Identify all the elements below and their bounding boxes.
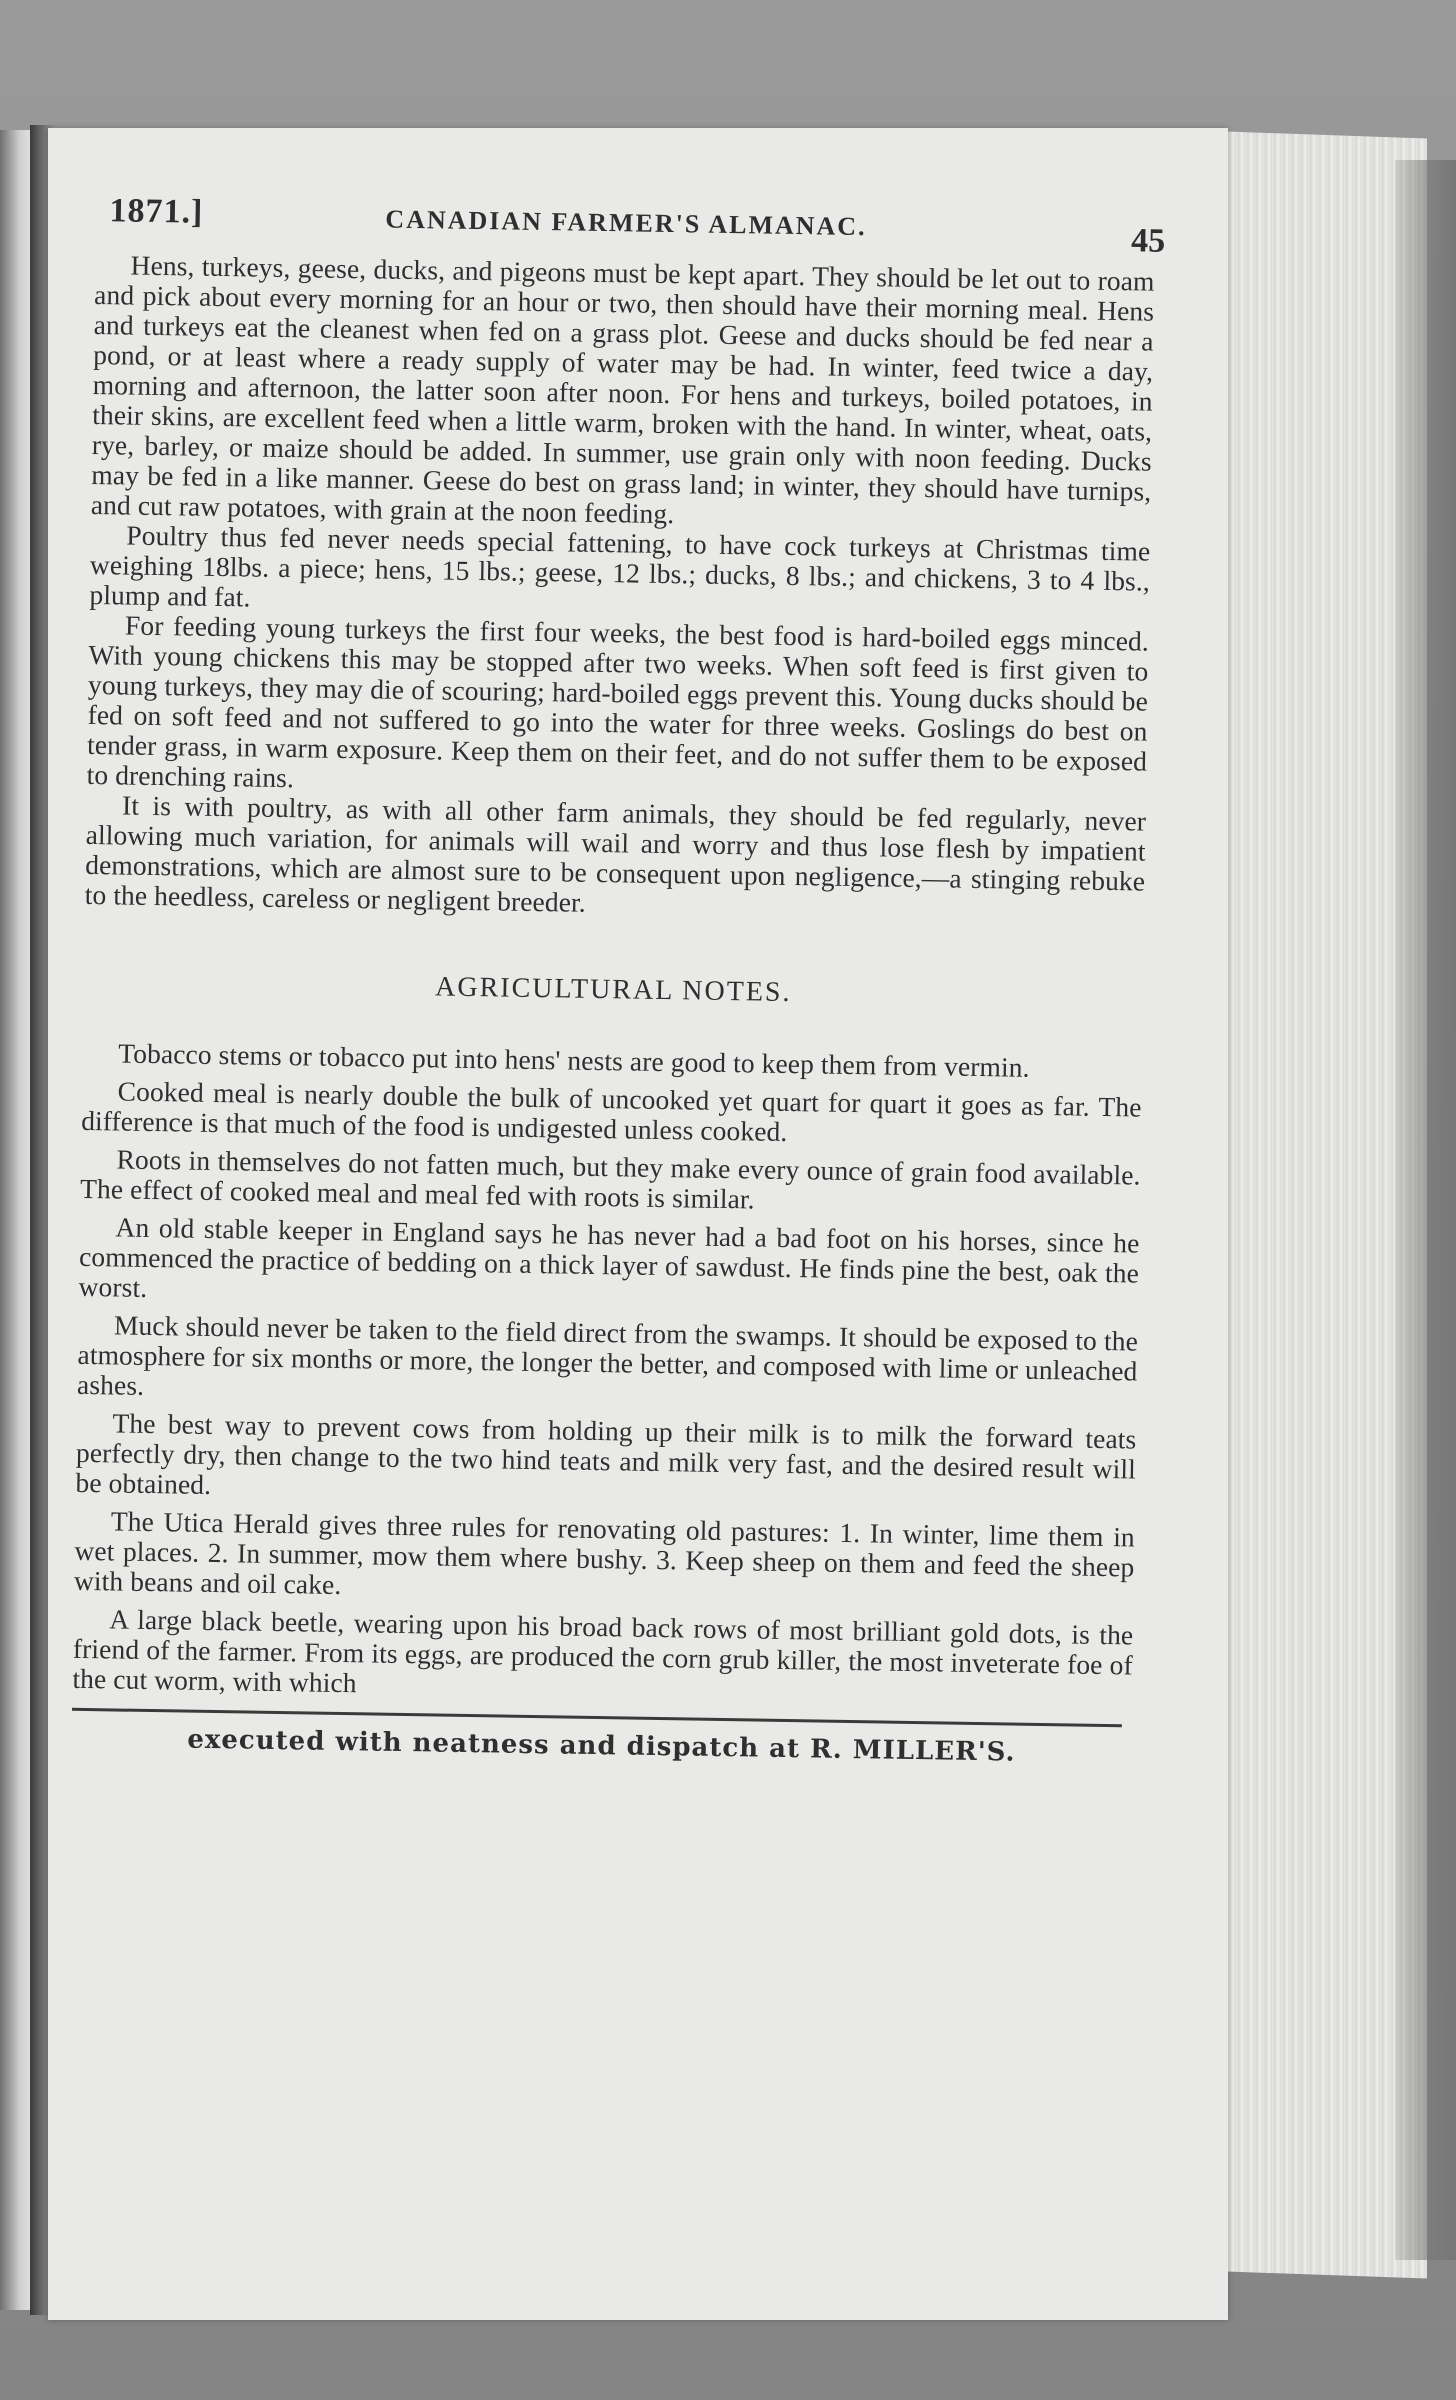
- note-paragraph-8: A large black beetle, wearing upon his broad back rows of most brilliant gold dots, is the friend of the farmer. From its eggs, are produced the corn grub killer, the most inveterate foe of the cut worm, with which: [72, 1603, 1134, 1699]
- poultry-section: [85, 250, 1155, 927]
- note-paragraph-5: Muck should never be taken to the field direct from the swamps. It should be exposed to the atmosphere for six months or more, the longer the better, and composed with lime or unleached ashes.: [76, 1309, 1139, 1401]
- header-title: CANADIAN FARMER'S ALMANAC.: [385, 204, 867, 242]
- poultry-paragraph-1: Hens, turkeys, geese, ducks, and pigeons must be kept apart. They should be let out to roam and pick about every morning for an hour or two, then should have their morning meal. Hens and turkeys eat the cleanest when fed on a grass plot. Geese and ducks should be fed near a pond, or at least where a ready supply of water may be had. In winter, feed twice a day, morning and afternoon, the latter soon after noon. For hens and turkeys, boiled potatoes, in their skins, are excellent feed when a little warm, broken with the hand. In winter, wheat, oats, rye, barley, or maize should be added. In summer, use grain only with noon feeding. Ducks may be fed in a like manner. Geese do best on grass land; in winter, they should have turnips, and cut raw potatoes, with grain at the noon feeding.: [90, 249, 1155, 530]
- note-paragraph-2: Cooked meal is nearly double the bulk of uncooked yet quart for quart it goes as far. The difference is that much of the food is undigested unless cooked.: [80, 1075, 1142, 1147]
- page-content: [71, 180, 1166, 1769]
- poultry-paragraph-2: Poultry thus fed never needs special fattening, to have cock turkeys at Christmas time weighing 18lbs. a piece; hens, 15 lbs.; geese, 12 lbs.; ducks, 8 lbs.; and chickens, 3 to 4 lbs., plump and fat.: [89, 519, 1151, 613]
- note-paragraph-1: Tobacco stems or tobacco put into hens' nests are good to keep them from vermin.: [118, 1037, 1030, 1083]
- agricultural-notes: [72, 1038, 1142, 1711]
- footer-advert: executed with neatness and dispatch at R. MILLER'S.: [187, 1724, 1016, 1768]
- note-paragraph-3: Roots in themselves do not fatten much, but they make every ounce of grain food available. The effect of cooked meal and meal fed with roots is similar.: [79, 1143, 1141, 1215]
- fore-edge-shade: [1395, 160, 1456, 2260]
- poultry-paragraph-4: It is with poultry, as with all other farm animals, they should be fed regularly, never allowing much variation, for animals will wail and worry and thus lose flesh by impatient demonstrations, which are almost sure to be consequent upon negligence,—a stinging rebuke to the heedless, careless or negligent breeder.: [84, 789, 1147, 918]
- header-year: 1871.]: [109, 192, 204, 231]
- note-paragraph-7: The Utica Herald gives three rules for renovating old pastures: 1. In winter, lime them in wet places. 2. In summer, mow them where bushy. 3. Keep sheep on them and feed the sheep with beans and oil cake.: [73, 1505, 1136, 1601]
- section-heading: AGRICULTURAL NOTES.: [434, 971, 792, 1009]
- note-paragraph-4: An old stable keeper in England says he has never had a bad foot on his horses, since he commenced the practice of bedding on a thick layer of sawdust. He finds pine the best, oak the worst.: [78, 1211, 1140, 1303]
- poultry-paragraph-3: For feeding young turkeys the first four weeks, the best food is hard-boiled eggs minced. With young chickens this may be stopped after two weeks. When soft feed is first given to young turkeys, they may die of scouring; hard-boiled eggs prevent this. Young ducks should be fed on soft feed and not suffered to go into the water for three weeks. Goslings do best on tender grass, in warm exposure. Keep them on their feet, and do not suffer them to be exposed to drenching rains.: [86, 609, 1150, 794]
- note-paragraph-6: The best way to prevent cows from holding up their milk is to milk the forward teats perfectly dry, then change to the two hind teats and milk very fast, and the desired result will be obtained.: [75, 1407, 1137, 1500]
- page-number: 45: [1130, 222, 1166, 260]
